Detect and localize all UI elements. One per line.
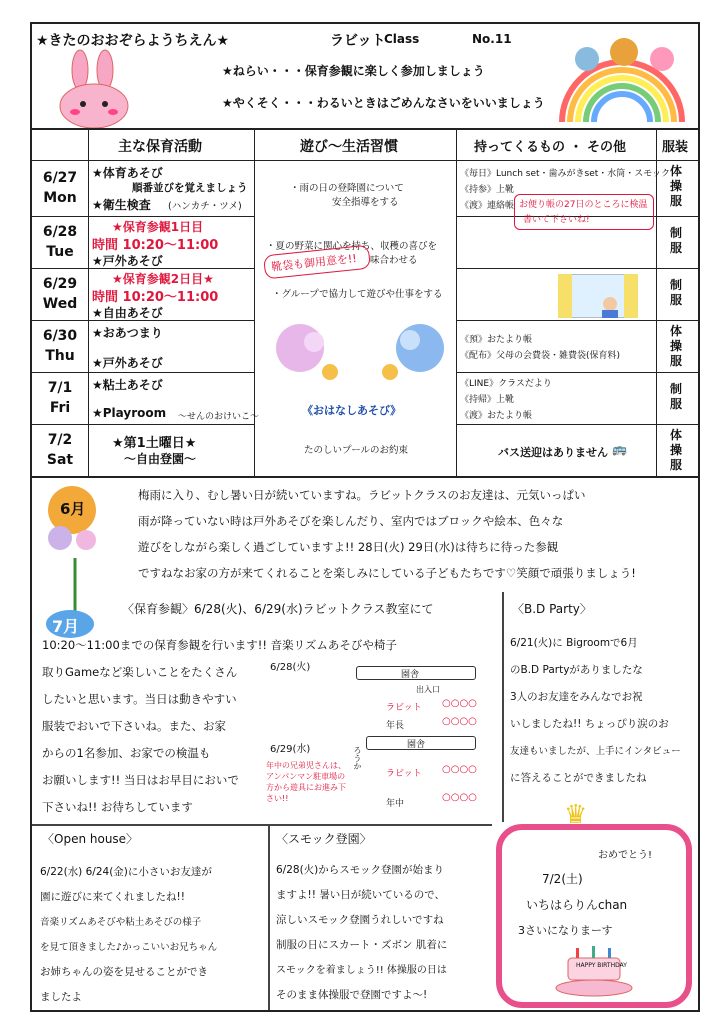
item-text: 《持参》上靴 [460,185,515,195]
door-label: 出入口 [416,685,440,694]
seats-icon: ○○○○ [442,698,477,709]
june-text [138,482,698,586]
play-item: ・夏の野菜に関心を持ち、収穫の喜びを [266,241,438,252]
activity: ★保育参観2日目★ [112,272,214,286]
item-text: バス送迎はありません [498,446,608,459]
note-bubble [514,194,654,230]
text-line: 遊びをしながら楽しく過ごしていますよ!! 28日(火) 29日(水)は待ちに待った参観 [138,540,559,554]
rabbit-label: ラビット [386,769,422,779]
text-line: 友達もいましたが、上手にインタビュー [510,746,681,757]
clothes-cell: 制服 [670,382,683,411]
birthday-card [496,800,692,1008]
newsletter-page [30,22,700,1012]
text-line: 10:20～11:00までの保育参観を行います!! 音楽リズムあそびや椅子 [42,638,397,652]
date-label: 7/1 [47,380,73,396]
congrats-text: おめでとう! [598,850,653,861]
text-line: のB.D Partyがありましたな [510,664,643,676]
clothes-cell: 体操服 [670,324,683,368]
building-label: 園舎 [407,740,426,750]
text-line: 涼しいスモック登園うれしいですね [276,914,444,926]
row-divider [32,216,254,217]
rainbow-animals-illustration [552,34,692,124]
item-text: 《渡》連絡帳 [460,201,515,211]
items-note: お便り帳の27日のところに検温 [519,200,648,210]
diagram-date: 6/29(水) [270,744,311,755]
section-divider [32,824,492,826]
text-line: に答えることができましたね [510,772,647,784]
text-line: ましたよ [40,991,82,1003]
text-line: 6/22(水) 6/24(金)に小さいお友達が [40,866,212,878]
text-line: ですねなお家の方が来てくれることを楽しみにしている子どもたちです♡笑顔で頑張りましょう! [138,566,636,580]
weekday-label: Fri [49,400,71,416]
hydrangea-illustration [270,314,446,394]
item-text: 《持帰》上靴 [460,395,515,405]
day-cell [32,222,88,262]
text-line: 3人のお友達をみんなでお祝 [510,691,643,703]
rabbit-label: ラビット [386,703,422,713]
day-cell [32,168,88,208]
nencho-label: 年長 [386,721,405,731]
activity: ★粘土あそび [92,378,163,392]
july-title: 〈保育参観〉6/28(火)、6/29(水)ラビットクラス教室にて [122,602,434,616]
play-item: 安全指導をする [332,197,399,208]
weekday-label: Wed [42,296,78,312]
row-divider [456,320,698,321]
play-item: ・雨の日の登降園について [290,183,404,194]
play-note: 靴袋も御用意を!! [270,251,358,274]
seating-diagram [266,656,502,826]
bday-party-text [510,630,700,792]
column-divider [268,824,270,1010]
seats-icon: ○○○○ [442,764,477,775]
promise-text: ★やくそく・・・わるいときはごめんなさいをいいましょう [222,96,545,110]
activity: ★戸外あそび [92,356,163,370]
clothes-cell: 制服 [670,226,683,255]
header-clothes: 服装 [662,140,689,155]
building-box [366,736,476,750]
play-item: たのしいプールのお約束 [304,445,409,456]
text-line: 音楽リズムあそびや粘土あそびの様子 [40,917,202,928]
window-rain-illustration [558,274,638,318]
seats-icon: ○○○○ [442,716,477,727]
header-activities: 主な保育活動 [118,139,202,155]
crown-icon: ♛ [564,800,588,830]
building-label: 園舎 [401,670,420,680]
weekday-label: Mon [43,190,77,206]
text-line: 取りGameなど楽しいことをたくさん [42,665,238,679]
text-line: 雨が降っていない時は戸外あそびを楽しんだり、室内ではブロックや絵本、色々な [138,514,564,528]
activity-sub: 順番並びを覚えましょう [132,182,248,194]
text-line: 6/21(火)に Bigroomで6月 [510,637,638,649]
issue-number: No.11 [472,32,512,46]
text-line: を見て頂きました♪かっこいいお兄ちゃん [40,942,218,953]
row-divider [32,160,698,161]
text-line: スモックを着ましょう!! 体操服の日は [276,965,447,976]
hallway-label: ろうか [353,746,362,770]
june-label: 6月 [60,500,86,518]
activity: ★保育参観1日目 [112,220,204,234]
activity: ★Playroom [92,406,167,420]
activity: ★体育あそび [92,166,163,180]
items-note: 書いて下さいね! [523,215,590,225]
date-label: 6/30 [42,328,78,344]
text-line: 梅雨に入り、むし暑い日が続いていますね。ラビットクラスのお友達は、元気いっぱい [138,488,586,502]
row-divider [456,372,698,373]
building-box [356,666,476,680]
story-label: 《おはなしあそび》 [302,404,402,417]
text-line: 制服の日にスカート・ズボン 肌着に [276,939,448,951]
item-text: 《預》おたより帳 [460,335,533,345]
smock-title: 〈スモック登園〉 [276,832,372,846]
bday-party-title: 〈B.D Party〉 [512,602,592,616]
date-label: 6/29 [42,276,78,292]
item-text: 《渡》おたより帳 [460,411,533,421]
row-divider [32,424,254,425]
col-divider [254,128,255,476]
nenchu-label: 年中 [386,799,405,809]
play-item: 味合わせる [370,255,418,266]
openhouse-title: 〈Open house〉 [42,832,139,846]
birthday-date: 7/2(土) [542,872,583,886]
text-line: ますよ!! 暑い日が続いているので、 [276,889,446,901]
text-line: 園に遊びに来てくれましたね!! [40,891,185,903]
clothes-cell: 体操服 [670,164,683,208]
date-label: 6/27 [42,170,78,186]
clothes-cell: 体操服 [670,428,683,472]
birthday-name: いちはらりんchan [526,898,628,912]
header [32,24,698,130]
text-line: 下さいね!! お待ちしています [42,800,193,814]
activity-sub: ～せんのおけいこ～ [178,412,260,422]
date-label: 7/2 [47,432,73,448]
item-text: 《LINE》クラスだより [460,379,552,389]
date-label: 6/28 [42,224,78,240]
header-play: 遊び～生活習慣 [300,139,398,155]
rabbit-illustration [50,48,140,128]
day-cell [32,274,88,314]
text-line: したいと思います。当日は動きやすい [42,692,237,706]
diagram-note: 年中の兄弟児さんは、アンパンマン駐車場の方から遊具にお進み下さい!! [266,761,346,803]
aim-text: ★ねらい・・・保育参観に楽しく参加しましょう [222,64,485,78]
class-label: Class [384,32,420,46]
activity: ★戸外あそび [92,254,163,268]
class-name: ラビット [330,33,386,49]
weekday-label: Tue [46,244,74,260]
june-badge [40,484,110,554]
header-items: 持ってくるもの ・ その他 [474,140,627,155]
item-text: 《配布》父母の会費袋・雑費袋(保育料) [460,351,621,361]
text-line: そのまま体操服で登園ですよ～! [276,989,428,1001]
seats-icon: ○○○○ [442,792,477,803]
text-line: 服装でおいで下さいね。また、お家 [42,719,226,733]
day-cell [32,326,88,366]
text-line: お願いします!! 当日はお早目においで [42,773,239,787]
item-text: 《毎日》Lunch set・歯みがきset・水筒・スモック [460,169,671,179]
july-label: 7月 [52,617,80,636]
activity: ★自由あそび [92,306,163,320]
clothes-cell: 制服 [670,278,683,307]
day-cell [32,378,88,418]
smock-text [276,858,492,1008]
birthday-age: 3さいになりまーす [518,924,613,937]
activity: ～自由登園～ [124,452,197,466]
activity-time: 時間 10:20～11:00 [92,238,219,253]
cake-text: HAPPY BIRTHDAY [576,962,627,969]
row-divider [456,268,698,269]
weekly-schedule-table [32,128,698,476]
activity-sub: (ハンカチ・ツメ) [168,201,242,212]
diagram-date: 6/28(火) [270,662,311,673]
bus-icon: 🚌 [612,442,627,456]
text-line: お姉ちゃんの姿を見せることができ [40,966,208,978]
school-name: ★きたのおおぞらようちえん★ [36,33,230,49]
day-cell [32,430,88,470]
activity: ★衛生検査 [92,198,151,212]
play-item: ・グループで協力して遊びや仕事をする [272,289,443,300]
column-divider [502,592,504,822]
section-divider [32,476,698,478]
birthday-cake-illustration [554,944,634,998]
weekday-label: Thu [45,348,75,364]
text-line: からの1名参加、お家での検温も [42,746,211,760]
weekday-label: Sat [46,452,74,468]
row-divider [456,424,698,425]
activity: ★おあつまり [92,326,163,340]
activity: ★第1土曜日★ [112,436,197,451]
openhouse-text [40,860,266,1010]
text-line: 6/28(火)からスモック登園が始まり [276,864,444,876]
activity-time: 時間 10:20～11:00 [92,290,219,305]
text-line: いしましたね!! ちょっぴり涙のお [510,718,669,730]
row-divider [32,372,254,373]
